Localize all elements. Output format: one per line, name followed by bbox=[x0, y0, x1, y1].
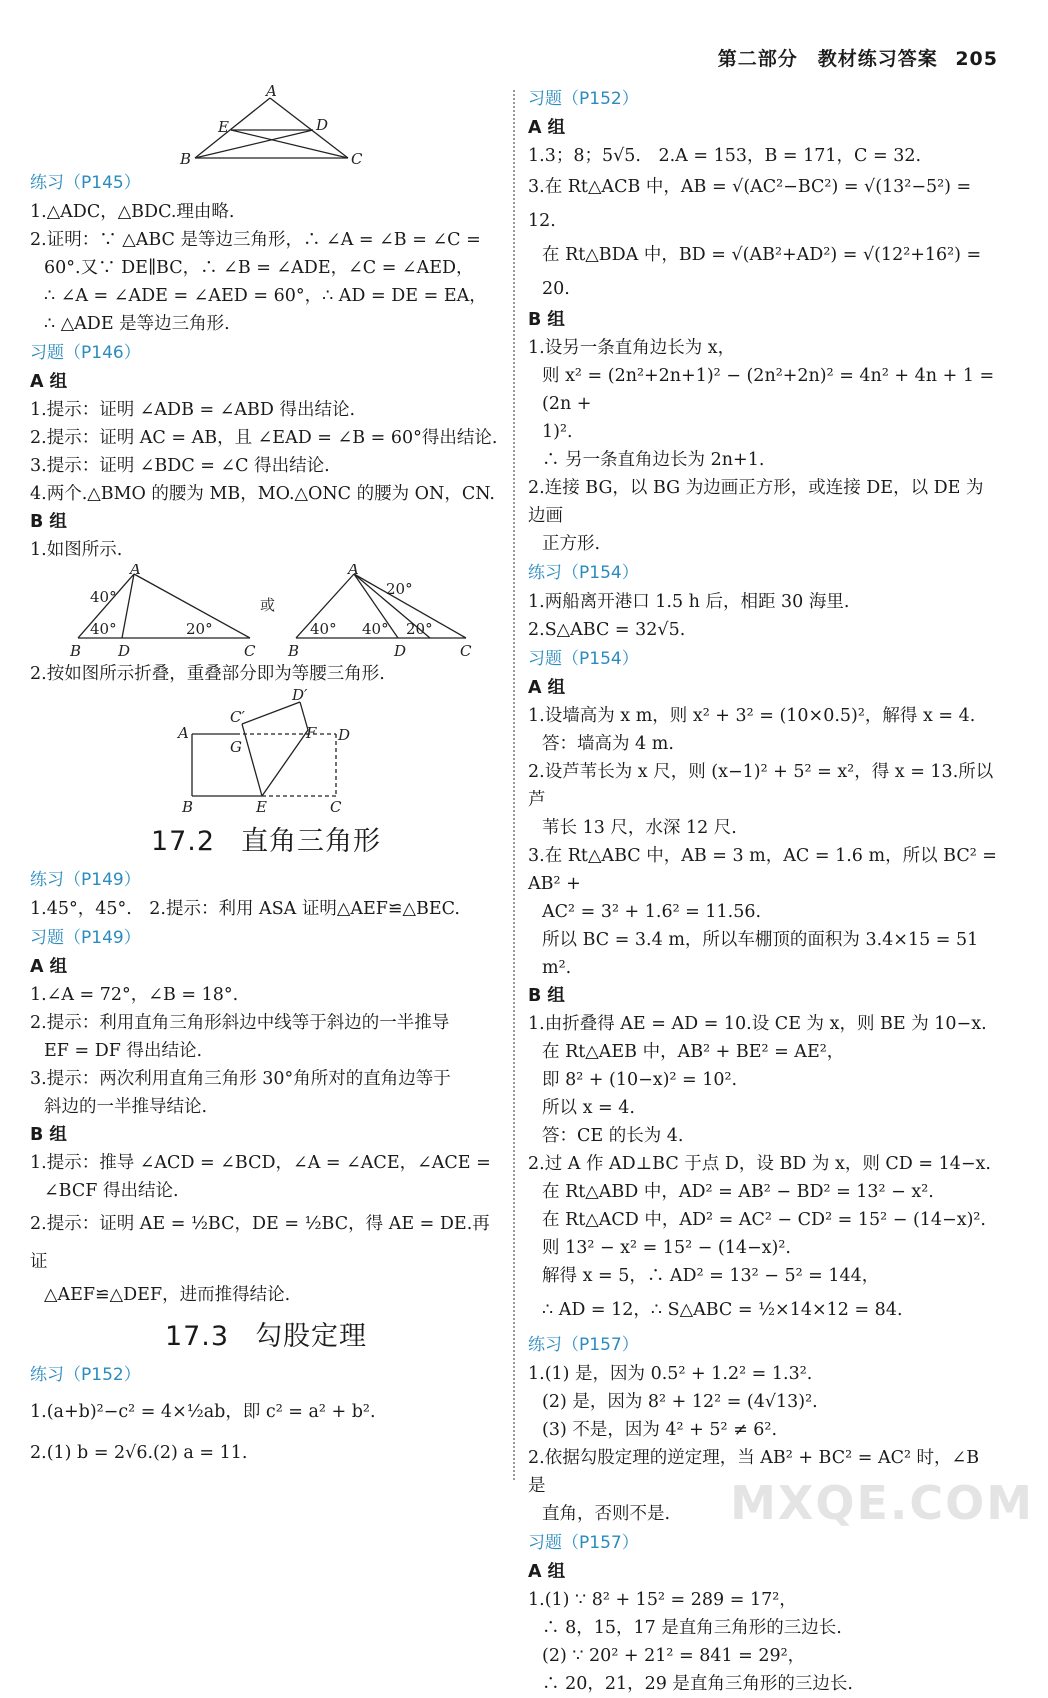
fig2-angle-b: 40° bbox=[310, 620, 337, 638]
group-b-heading: B 组 bbox=[30, 1125, 67, 1145]
fig2-label-b: B bbox=[288, 642, 300, 660]
label-c: C bbox=[351, 150, 363, 168]
fig2-angle-c: 20° bbox=[406, 620, 433, 638]
text-line: 所以 x = 4. bbox=[542, 1098, 635, 1118]
text-line: 在 Rt△ABD 中，AD² = AB² − BD² = 13² − x². bbox=[542, 1182, 934, 1202]
or-text: 或 bbox=[260, 596, 276, 614]
fig1-angle-b: 40° bbox=[90, 620, 117, 638]
fig2-label-d: D bbox=[394, 642, 407, 660]
section-label-p154-problems: 习题（P154） bbox=[528, 649, 639, 669]
text-line: 1.提示：推导 ∠ACD = ∠BCD，∠A = ∠ACE，∠ACE = bbox=[30, 1153, 491, 1173]
fig2-label-c: C bbox=[460, 642, 472, 660]
text-line: ∠BCF 得出结论. bbox=[44, 1181, 179, 1201]
text-line: 3.提示：证明 ∠BDC = ∠C 得出结论. bbox=[30, 456, 330, 476]
text-line: 3.提示：两次利用直角三角形 30°角所对的直角边等于 bbox=[30, 1069, 451, 1089]
page-header bbox=[718, 44, 998, 71]
text-line: 2.过 A 作 AD⊥BC 于点 D，设 BD 为 x，则 CD = 14−x. bbox=[528, 1154, 991, 1174]
text-line: 1.(1) 是，因为 0.5² + 1.2² = 1.3². bbox=[528, 1364, 813, 1384]
text-line: 正方形. bbox=[542, 534, 601, 554]
fig3-label-cprime: C′ bbox=[230, 708, 245, 726]
text-line: 1.45°，45°. 2.提示：利用 ASA 证明△AEF≌△BEC. bbox=[30, 899, 460, 919]
section-name: 直角三角形 bbox=[241, 826, 382, 857]
section-number: 17.3 bbox=[164, 1321, 230, 1352]
section-name: 勾股定理 bbox=[255, 1321, 368, 1352]
text-line: 2.提示：证明 AE = ½BC，DE = ½BC，得 AE = DE.再证 bbox=[30, 1214, 490, 1272]
text-line: 1.设墙高为 x m，则 x² + 3² = (10×0.5)²，解得 x = 4. bbox=[528, 706, 976, 726]
label-e: E bbox=[218, 118, 229, 136]
section-label-p149-problems: 习题（P149） bbox=[30, 928, 141, 948]
group-a-heading: A 组 bbox=[528, 118, 566, 138]
text-line: 2.证明：∵ △ABC 是等边三角形，∴ ∠A = ∠B = ∠C = bbox=[30, 230, 481, 250]
fig2-label-a: A bbox=[348, 564, 359, 578]
fig2-angle-d: 40° bbox=[362, 620, 389, 638]
text-line: 1)². bbox=[542, 422, 573, 442]
text-line: EF = DF 得出结论. bbox=[44, 1041, 203, 1061]
text-line: 直角，否则不是. bbox=[542, 1504, 671, 1524]
label-d: D bbox=[316, 116, 329, 134]
fig2-angle-a: 20° bbox=[386, 580, 413, 598]
text-line: 所以 BC = 3.4 m，所以车棚顶的面积为 3.4×15 = 51 m². bbox=[542, 930, 979, 978]
fig1-angle-a: 40° bbox=[90, 588, 117, 606]
section-label-p157-exercise: 练习（P157） bbox=[528, 1335, 639, 1355]
group-b-heading: B 组 bbox=[528, 310, 565, 330]
group-b-heading: B 组 bbox=[30, 512, 67, 532]
fig3-label-dprime: D′ bbox=[292, 688, 308, 704]
text-line: 3.在 Rt△ABC 中，AB = 3 m，AC = 1.6 m，所以 BC² = AB² + bbox=[528, 846, 997, 894]
section-label-p149-exercise: 练习（P149） bbox=[30, 870, 141, 890]
group-a-heading: A 组 bbox=[30, 957, 68, 977]
fig3-label-d: D bbox=[338, 726, 351, 744]
label-b: B bbox=[180, 150, 192, 168]
text-line: 在 Rt△ACD 中，AD² = AC² − CD² = 15² − (14−x)². bbox=[542, 1210, 986, 1230]
text-line: 2.设芦苇长为 x 尺，则 (x−1)² + 5² = x²，得 x = 13.所以芦 bbox=[528, 762, 994, 810]
text-line: 2.依据勾股定理的逆定理，当 AB² + BC² = AC² 时，∠B 是 bbox=[528, 1448, 980, 1496]
fig1-label-b: B bbox=[70, 642, 82, 660]
text-line: 苇长 13 尺，水深 12 尺. bbox=[542, 818, 737, 838]
text-line: 1.由折叠得 AE = AD = 10.设 CE 为 x，则 BE 为 10−x. bbox=[528, 1014, 987, 1034]
section-label-p152-exercise: 练习（P152） bbox=[30, 1365, 141, 1385]
text-line: 则 x² = (2n²+2n+1)² − (2n²+2n)² = 4n² + 4n + 1 = (2n + bbox=[542, 366, 995, 414]
figure-folded-rectangle bbox=[30, 688, 502, 814]
fig1-label-d: D bbox=[118, 642, 131, 660]
text-line: 1.设另一条直角边长为 x， bbox=[528, 338, 736, 358]
section-title-17-2 bbox=[30, 828, 502, 856]
text-line: 4.两个.△BMO 的腰为 MB，MO.△ONC 的腰为 ON，CN. bbox=[30, 484, 495, 504]
header-title: 第二部分 教材练习答案 bbox=[717, 48, 938, 70]
right-column bbox=[528, 84, 998, 1698]
text-line: 解得 x = 5，∴ AD² = 13² − 5² = 144， bbox=[542, 1266, 880, 1286]
fig3-label-b: B bbox=[182, 798, 194, 814]
text-line: 1.3；8；5√5. 2.A = 153，B = 171，C = 32. bbox=[528, 146, 922, 166]
figure-triangle-abc bbox=[30, 84, 502, 168]
text-line: 即 8² + (10−x)² = 10². bbox=[542, 1070, 738, 1090]
fig3-label-a: A bbox=[178, 724, 189, 742]
text-line: 60°.又∵ DE∥BC，∴ ∠B = ∠ADE，∠C = ∠AED， bbox=[44, 258, 474, 278]
text-line: ∴ 8，15，17 是直角三角形的三边长. bbox=[542, 1618, 842, 1638]
text-line: ∴ △ADE 是等边三角形. bbox=[44, 314, 230, 334]
section-label-p145: 练习（P145） bbox=[30, 173, 141, 193]
group-a-heading: A 组 bbox=[528, 1562, 566, 1582]
text-line: 1.提示：证明 ∠ADB = ∠ABD 得出结论. bbox=[30, 400, 356, 420]
text-line: 2.提示：利用直角三角形斜边中线等于斜边的一半推导 bbox=[30, 1013, 450, 1033]
fig3-label-g: G bbox=[230, 738, 242, 756]
text-line: AC² = 3² + 1.6² = 11.56. bbox=[542, 902, 762, 922]
label-a: A bbox=[266, 84, 277, 100]
group-b-heading: B 组 bbox=[528, 986, 565, 1006]
text-line: ∴ 20，21，29 是直角三角形的三边长. bbox=[542, 1674, 853, 1694]
fig3-label-c: C bbox=[330, 798, 342, 814]
text-line: 1.两船离开港口 1.5 h 后，相距 30 海里. bbox=[528, 592, 850, 612]
text-line: 1.△ADC，△BDC.理由略. bbox=[30, 202, 235, 222]
figure-two-triangles bbox=[30, 564, 502, 660]
text-line: (2) 是，因为 8² + 12² = (4√13)². bbox=[542, 1392, 818, 1412]
text-line: (3) 不是，因为 4² + 5² ≠ 6². bbox=[542, 1420, 778, 1440]
text-line: 在 Rt△AEB 中，AB² + BE² = AE²， bbox=[542, 1042, 845, 1062]
fig1-label-c: C bbox=[244, 642, 256, 660]
text-line: ∴ ∠A = ∠ADE = ∠AED = 60°，∴ AD = DE = EA， bbox=[44, 286, 487, 306]
text-line: 2.(1) b = 2√6.(2) a = 11. bbox=[30, 1443, 248, 1463]
section-number: 17.2 bbox=[150, 826, 216, 857]
text-line: 在 Rt△BDA 中，BD = √(AB²+AD²) = √(12²+16²) = 20. bbox=[542, 245, 982, 299]
fig3-label-f: F bbox=[306, 724, 317, 742]
fig1-label-a: A bbox=[130, 564, 141, 578]
text-line: 2.按如图所示折叠，重叠部分即为等腰三角形. bbox=[30, 664, 385, 684]
text-line: △AEF≌△DEF，进而推得结论. bbox=[44, 1285, 291, 1305]
fig3-label-e: E bbox=[256, 798, 267, 814]
text-line: 2.S△ABC = 32√5. bbox=[528, 620, 686, 640]
text-line: 2.连接 BG，以 BG 为边画正方形，或连接 DE，以 DE 为边画 bbox=[528, 478, 984, 526]
text-line: (2) ∵ 20² + 21² = 841 = 29²， bbox=[542, 1646, 806, 1666]
text-line: 1.如图所示. bbox=[30, 540, 123, 560]
text-line: 答：墙高为 4 m. bbox=[542, 734, 674, 754]
group-a-heading: A 组 bbox=[30, 372, 68, 392]
text-line: ∴ 另一条直角边长为 2n+1. bbox=[542, 450, 765, 470]
section-title-17-3 bbox=[30, 1323, 502, 1351]
section-label-p157-problems: 习题（P157） bbox=[528, 1533, 639, 1553]
text-line: 1.(a+b)²−c² = 4×½ab，即 c² = a² + b². bbox=[30, 1402, 376, 1422]
page-number: 205 bbox=[955, 48, 998, 70]
text-line: ∴ AD = 12，∴ S△ABC = ½×14×12 = 84. bbox=[542, 1300, 903, 1320]
text-line: 1.(1) ∵ 8² + 15² = 289 = 17²， bbox=[528, 1590, 797, 1610]
fig1-angle-c: 20° bbox=[186, 620, 213, 638]
group-a-heading: A 组 bbox=[528, 678, 566, 698]
text-line: 3.在 Rt△ACB 中，AB = √(AC²−BC²) = √(13²−5²) = 12. bbox=[528, 177, 972, 231]
section-label-p152-problems: 习题（P152） bbox=[528, 89, 639, 109]
text-line: 2.提示：证明 AC = AB，且 ∠EAD = ∠B = 60°得出结论. bbox=[30, 428, 498, 448]
text-line: 则 13² − x² = 15² − (14−x)². bbox=[542, 1238, 791, 1258]
watermark-logo: MXQE.COM bbox=[730, 1476, 1034, 1530]
section-label-p154-exercise: 练习（P154） bbox=[528, 563, 639, 583]
column-divider bbox=[513, 90, 515, 1480]
left-column bbox=[30, 84, 502, 1472]
text-line: 答：CE 的长为 4. bbox=[542, 1126, 684, 1146]
text-line: 斜边的一半推导结论. bbox=[44, 1097, 208, 1117]
text-line: 1.∠A = 72°，∠B = 18°. bbox=[30, 985, 239, 1005]
section-label-p146: 习题（P146） bbox=[30, 343, 141, 363]
